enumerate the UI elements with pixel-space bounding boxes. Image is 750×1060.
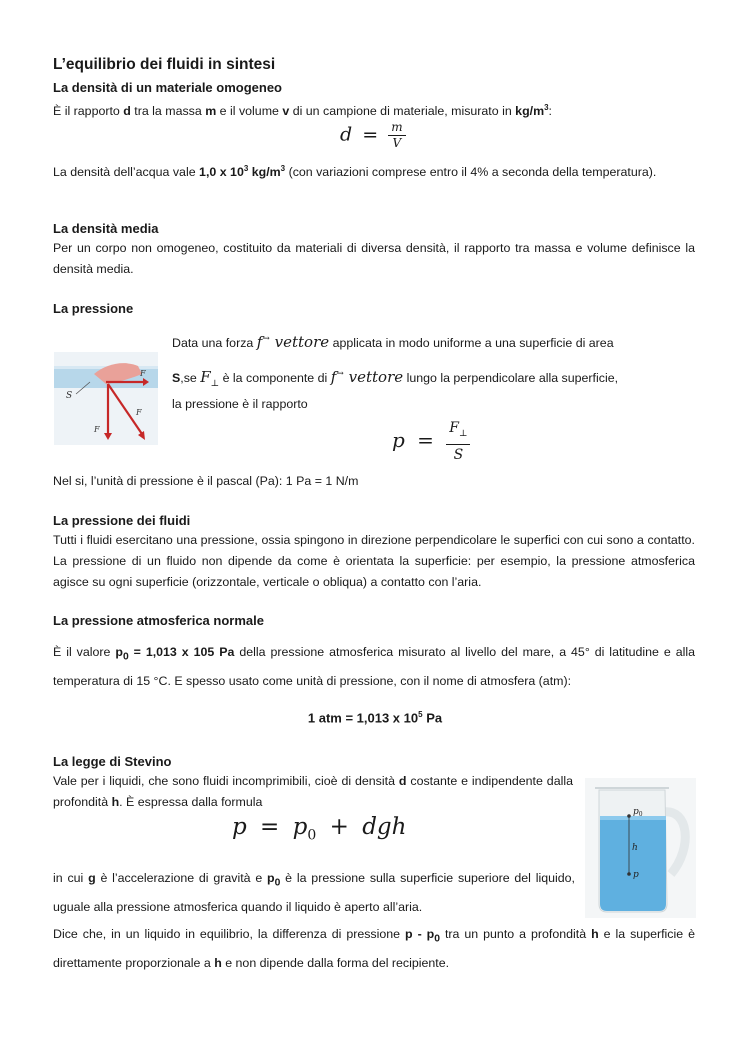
mean-density-text: Per un corpo non omogeneo, costituito da materiali di diversa densità, il rapporto tra massa e volume definisce la densità media.: [53, 241, 695, 276]
jug-diagram: [585, 778, 696, 918]
heading-atmospheric-pressure: La pressione atmosferica normale: [53, 613, 264, 628]
surface-point: [627, 814, 631, 818]
pressure-definition-line-1: Data una forza f→ vettore applicata in modo uniforme a una superficie di area: [172, 333, 614, 351]
pressure-definition-line-3: la pressione è il rapporto: [172, 397, 308, 411]
label-F: F: [136, 408, 142, 417]
heading-pressure: La pressione: [53, 301, 134, 316]
atm-formula: 1 atm = 1,013 x $10^5$ Pa: [307, 710, 443, 726]
stevino-conclusion-text: Dice che, in un liquido in equilibrio, la differenza di pressione p - $p_0$ tra un punto a profondità h e la superficie è direttamente proporzionale a h e non dipende dalla forma del recipiente.: [53, 927, 695, 971]
pressure-unit-text: Nel si, l’unità di pressione è il pascal (Pa): 1 Pa = 1 N/m: [53, 474, 359, 488]
jug-water: [600, 818, 666, 911]
pressure-formula: p = $\frac{F_\perp}{S}$: [392, 418, 470, 465]
label-F-perpendicular: F: [94, 425, 100, 434]
label-F-parallel: F: [140, 369, 146, 378]
heading-density-homogeneous: La densità di un materiale omogeneo: [53, 80, 282, 95]
heading-stevino-law: La legge di Stevino: [53, 754, 172, 769]
pressure-definition-line-2: S,se $F_\perp$ è la componente di f→ vettore lungo la perpendicolare alla superficie,: [172, 368, 619, 389]
label-h: h: [632, 843, 638, 853]
label-p0: $p_0$: [633, 807, 643, 818]
stevino-explanation-text: in cui g è l’accelerazione di gravità e $p_0$ è la pressione sulla superficie superiore del liquido, uguale alla pressione atmosferica quando il liquido è aperto all’aria.: [53, 871, 575, 915]
density-formula: d = $\frac{m}{V}$: [340, 120, 406, 151]
water-density-text: La densità dell’acqua vale 1,0 x $10^3$ $kg/m^3$ (con variazioni comprese entro il 4% a seconda della temperatura).: [53, 164, 657, 180]
label-S: S: [66, 391, 73, 401]
depth-point: [627, 872, 631, 876]
stevino-intro-text: Vale per i liquidi, che sono fluidi incomprimibili, cioè di densità d costante e indipendente dalla profondità h. È espressa dalla formula: [53, 774, 573, 809]
heading-mean-density: La densità media: [53, 221, 159, 236]
heading-fluid-pressure: La pressione dei fluidi: [53, 513, 191, 528]
arrow-perpendicular-head: [104, 433, 112, 440]
pressure-diagram: [54, 352, 158, 445]
page-title: L’equilibrio dei fluidi in sintesi: [53, 56, 276, 73]
jug-diagram-svg: [585, 778, 696, 918]
label-p: p: [633, 870, 639, 880]
density-definition-text: È il rapporto d tra la massa m e il volume v di un campione di materiale, misurato in $kg/m^3$:: [53, 103, 552, 119]
fluid-pressure-text: Tutti i fluidi esercitano una pressione, ossia spingono in direzione perpendicolare le superfici con cui sono a contatto. La pressione di un fluido non dipende da come è orientata la superficie: per esempio, la pressione atmosferica agisce su ogni superficie (orizzontale, verticale o obliqua) a contatto con l’aria.: [53, 533, 695, 589]
atmospheric-pressure-text: È il valore $p_0 = 1,013$ x 105 Pa della pressione atmosferica misurato al livello del mare, a 45° di latitudine e alla temperatura di 15 °C. E spesso usato come unità di pressione, con il nome di atmosfera (atm):: [53, 645, 695, 689]
pressure-diagram-svg: [54, 352, 158, 445]
stevino-formula: $p = p_0$ + dgh: [232, 814, 407, 844]
